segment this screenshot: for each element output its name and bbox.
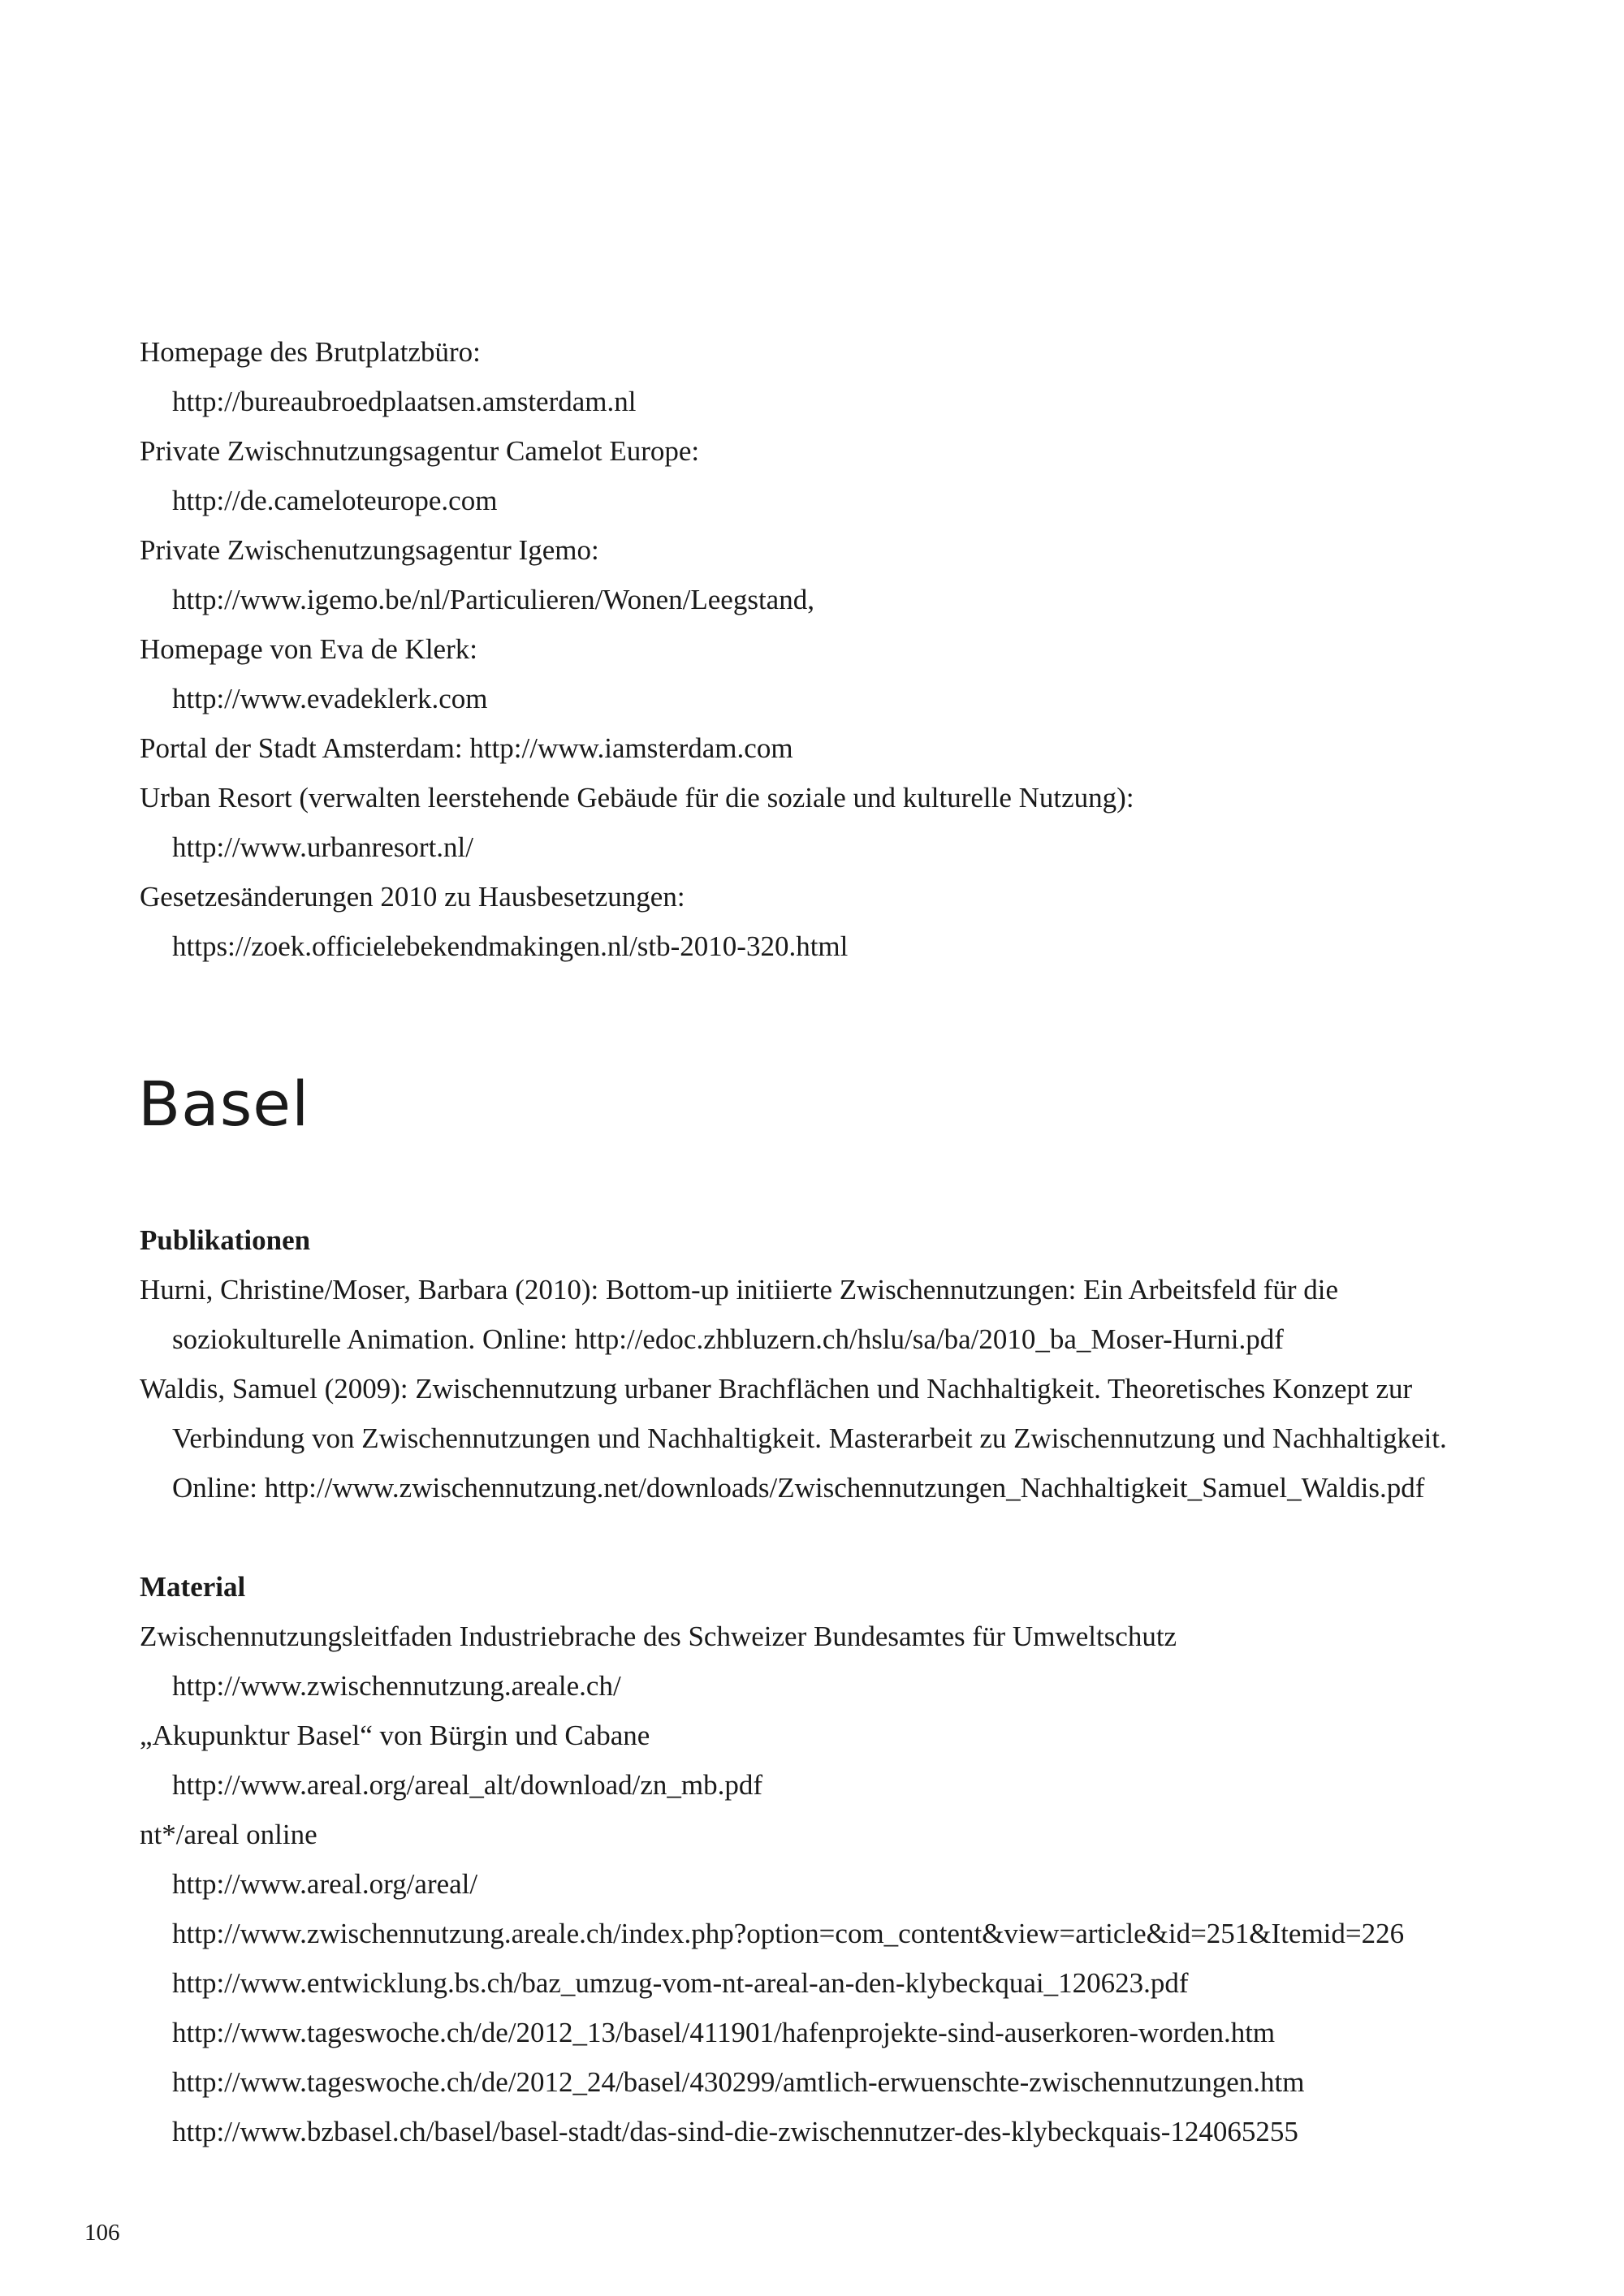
- link-url[interactable]: http://www.igemo.be/nl/Particulieren/Wonen/Leegstand,: [172, 584, 814, 615]
- link-url[interactable]: http://www.urbanresort.nl/: [172, 831, 474, 863]
- link-label: Private Zwischenutzungsagentur Igemo:: [140, 534, 599, 566]
- material-section: [140, 1562, 1520, 2156]
- publication-entry-line: soziokulturelle Animation. Online: http://edoc.zhbluzern.ch/hslu/sa/ba/2010_ba_Moser-Hurni.pdf: [172, 1323, 1284, 1355]
- page-number: 106: [84, 2220, 120, 2246]
- link-label: Private Zwischnutzungsagentur Camelot Europe:: [140, 435, 700, 467]
- material-url[interactable]: http://www.areal.org/areal_alt/download/zn_mb.pdf: [172, 1769, 763, 1801]
- material-label: Zwischennutzungsleitfaden Industriebrache des Schweizer Bundesamtes für Umweltschutz: [140, 1621, 1177, 1652]
- link-label: Homepage des Brutplatzbüro:: [140, 336, 481, 368]
- publication-entry-line: Hurni, Christine/Moser, Barbara (2010): Bottom-up initiierte Zwischennutzungen: Ein Arbeitsfeld für die: [140, 1274, 1339, 1306]
- link-label: Portal der Stadt Amsterdam: http://www.iamsterdam.com: [140, 732, 793, 764]
- material-label: nt*/areal online: [140, 1819, 317, 1850]
- publication-entry-line: Waldis, Samuel (2009): Zwischennutzung urbaner Brachflächen und Nachhaltigkeit. Theoretisches Konzept zur: [140, 1373, 1413, 1405]
- link-url[interactable]: http://de.cameloteurope.com: [172, 485, 498, 516]
- link-url[interactable]: https://zoek.officielebekendmakingen.nl/stb-2010-320.html: [172, 930, 849, 962]
- publikationen-heading: Publikationen: [140, 1224, 311, 1256]
- material-url[interactable]: http://www.zwischennutzung.areale.ch/: [172, 1670, 621, 1702]
- link-label: Urban Resort (verwalten leerstehende Gebäude für die soziale und kulturelle Nutzung):: [140, 782, 1134, 814]
- material-url[interactable]: http://www.tageswoche.ch/de/2012_24/basel/430299/amtlich-erwuenschte-zwischennutzungen.htm: [172, 2066, 1305, 2098]
- publication-entry-line: Verbindung von Zwischennutzungen und Nachhaltigkeit. Masterarbeit zu Zwischennutzung und Nachhaltigkeit.: [172, 1422, 1447, 1454]
- material-url[interactable]: http://www.areal.org/areal/: [172, 1868, 478, 1900]
- publikationen-section: [140, 1215, 1520, 1513]
- link-url[interactable]: http://www.evadeklerk.com: [172, 683, 488, 714]
- material-label: „Akupunktur Basel“ von Bürgin und Cabane: [140, 1720, 650, 1751]
- link-url[interactable]: http://bureaubroedplaatsen.amsterdam.nl: [172, 386, 637, 417]
- link-label: Gesetzesänderungen 2010 zu Hausbesetzungen:: [140, 881, 685, 913]
- material-heading: Material: [140, 1571, 246, 1603]
- section-title: Basel: [138, 1068, 310, 1140]
- material-url[interactable]: http://www.tageswoche.ch/de/2012_13/basel/411901/hafenprojekte-sind-auserkoren-worden.htm: [172, 2017, 1276, 2048]
- material-url[interactable]: http://www.zwischennutzung.areale.ch/index.php?option=com_content&view=article&id=251&Itemid=226: [172, 1918, 1405, 1949]
- material-url[interactable]: http://www.bzbasel.ch/basel/basel-stadt/das-sind-die-zwischennutzer-des-klybeckquais-124065255: [172, 2116, 1298, 2147]
- publication-entry-line: Online: http://www.zwischennutzung.net/downloads/Zwischennutzungen_Nachhaltigkeit_Samuel_Waldis.pdf: [172, 1472, 1425, 1504]
- top-link-list: [140, 327, 1520, 971]
- material-url[interactable]: http://www.entwicklung.bs.ch/baz_umzug-vom-nt-areal-an-den-klybeckquai_120623.pdf: [172, 1967, 1189, 1999]
- link-label: Homepage von Eva de Klerk:: [140, 633, 477, 665]
